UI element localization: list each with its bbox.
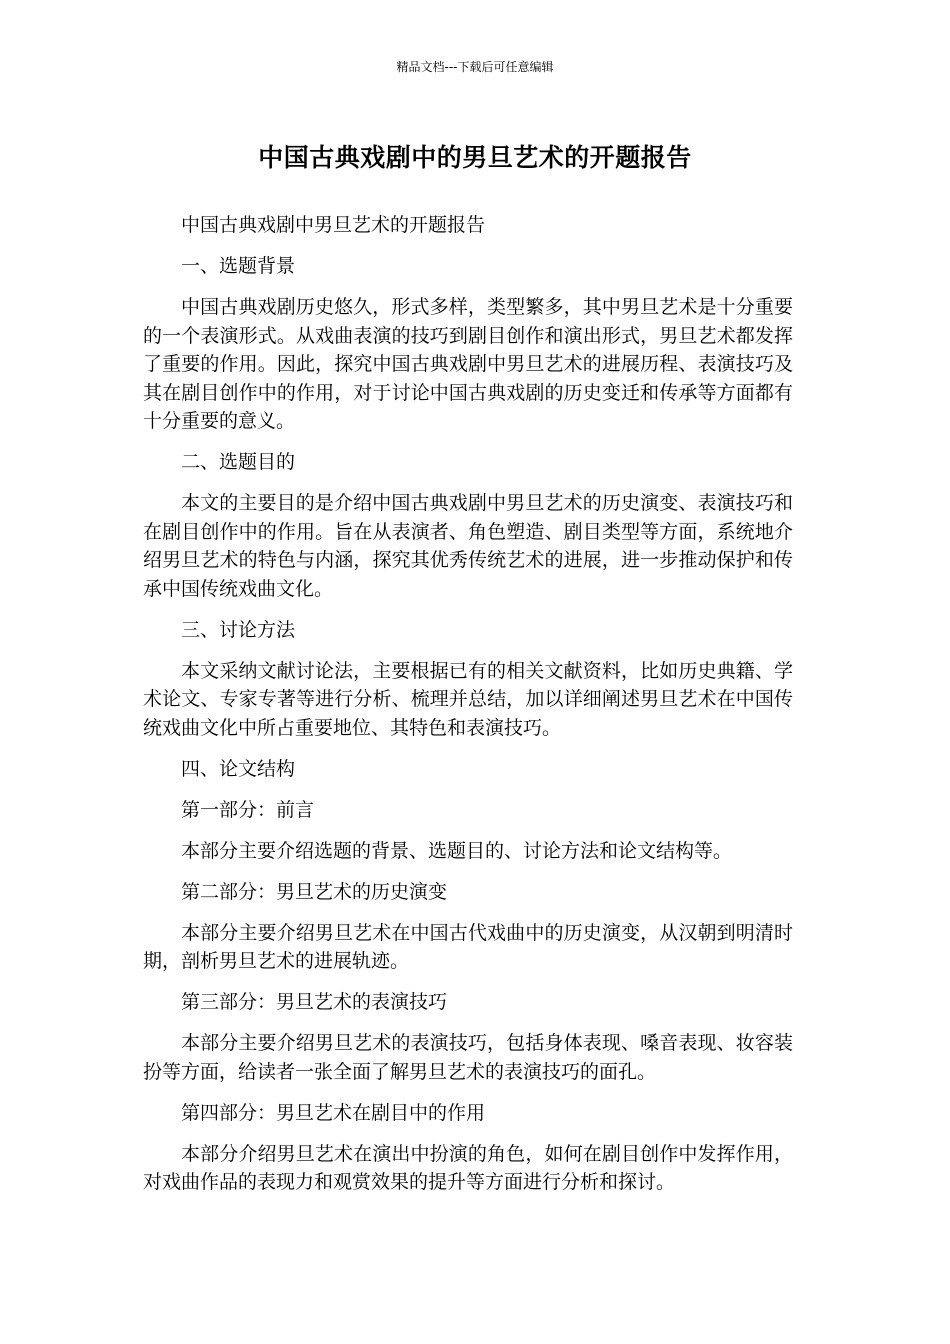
- part-paragraph-1: 本部分主要介绍选题的背景、选题目的、讨论方法和论文结构等。: [181, 839, 733, 862]
- part-heading-1: 第一部分：前言: [181, 798, 315, 821]
- part-paragraph-3: 本部分主要介绍男旦艺术的表演技巧，包括身体表现、嗓音表现、妆容装扮等方面，给读者一张全面了解男旦艺术的表演技巧的面孔。: [143, 1032, 793, 1083]
- document-title: 中国古典戏剧中的男旦艺术的开题报告: [258, 143, 692, 172]
- part-heading-4: 第四部分：男旦艺术在剧目中的作用: [181, 1101, 486, 1124]
- section-heading-structure: 四、论文结构: [181, 757, 296, 780]
- paragraph-purpose: 本文的主要目的是介绍中国古典戏剧中男旦艺术的历史演变、表演技巧和在剧目创作中的作用。旨在从表演者、角色塑造、剧目类型等方面，系统地介绍男旦艺术的特色与内涵，探究其优秀传统艺术的进展，进一步推动保护和传承中国传统戏曲文化。: [143, 492, 793, 600]
- paragraph-method: 本文采纳文献讨论法，主要根据已有的相关文献资料，比如历史典籍、学术论文、专家专著等进行分析、梳理并总结，加以详细阐述男旦艺术在中国传统戏曲文化中所占重要地位、其特色和表演技巧。: [143, 659, 793, 739]
- section-heading-background: 一、选题背景: [181, 255, 296, 277]
- header-note: 精品文档---下载后可任意编辑: [396, 60, 554, 74]
- document-body: [143, 211, 793, 1209]
- paragraph-background: 中国古典戏剧历史悠久，形式多样，类型繁多，其中男旦艺术是十分重要的一个表演形式。从戏曲表演的技巧到剧目创作和演出形式，男旦艺术都发挥了重要的作用。因此，探究中国古典戏剧中男旦艺术的进展历程、表演技巧及其在剧目创作中的作用，对于讨论中国古典戏剧的历史变迁和传承等方面都有十分重要的意义。: [143, 296, 793, 432]
- paragraph-subtitle: 中国古典戏剧中男旦艺术的开题报告: [181, 214, 486, 236]
- part-paragraph-2: 本部分主要介绍男旦艺术在中国古代戏曲中的历史演变，从汉朝到明清时期，剖析男旦艺术的进展轨迹。: [143, 921, 793, 972]
- section-heading-purpose: 二、选题目的: [181, 451, 296, 473]
- part-paragraph-4: 本部分介绍男旦艺术在演出中扮演的角色，如何在剧目创作中发挥作用，对戏曲作品的表现力和观赏效果的提升等方面进行分析和探讨。: [143, 1142, 793, 1193]
- part-heading-2: 第二部分：男旦艺术的历史演变: [181, 880, 448, 903]
- part-heading-3: 第三部分：男旦艺术的表演技巧: [181, 991, 448, 1013]
- section-heading-method: 三、讨论方法: [181, 618, 296, 641]
